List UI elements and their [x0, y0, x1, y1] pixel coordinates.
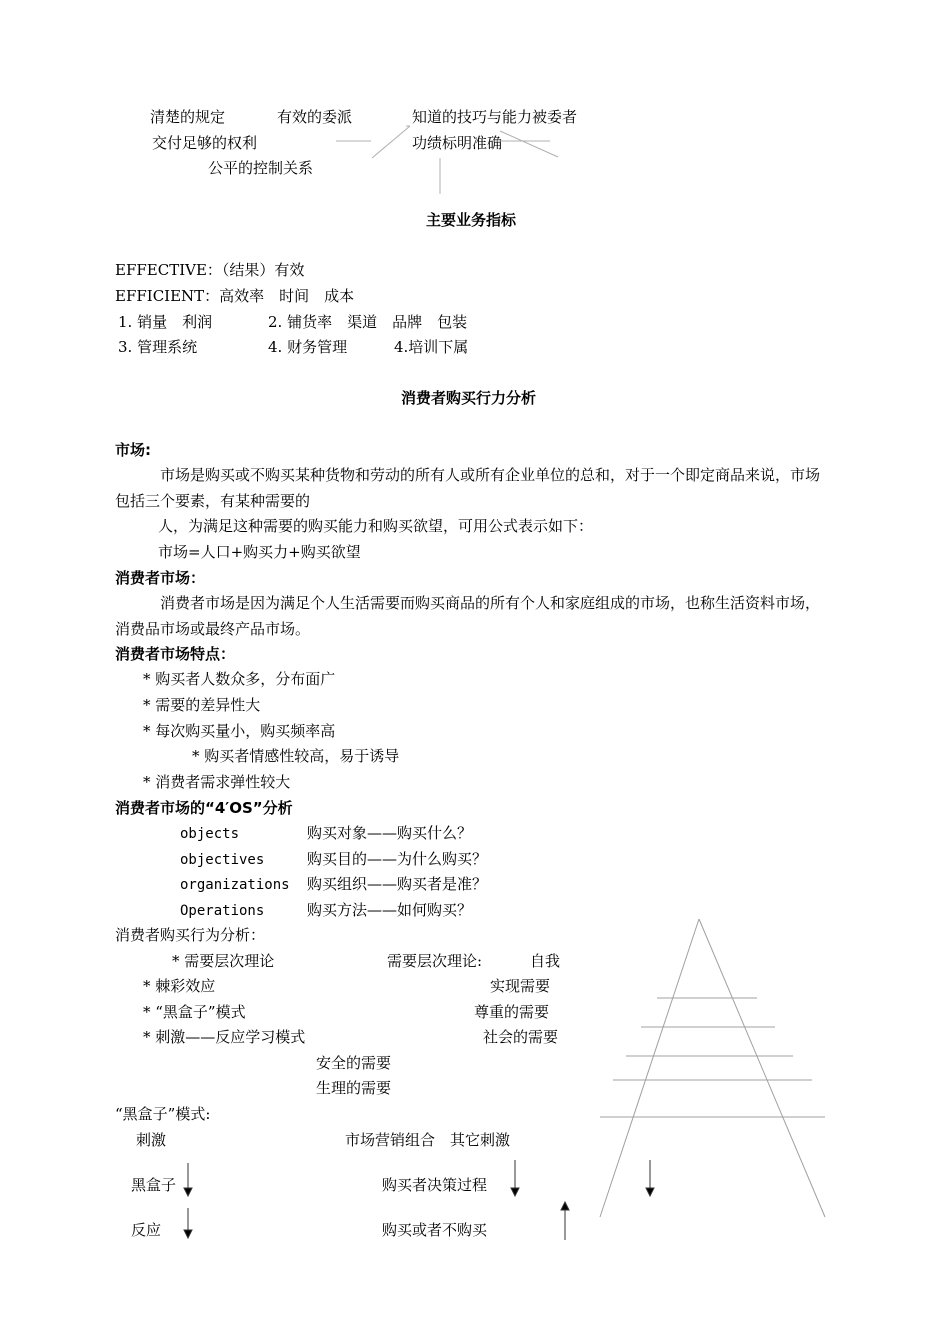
- analysis-item: * “黑盒子”模式: [143, 1003, 246, 1021]
- four-os-en: objectives: [180, 852, 265, 868]
- analysis-heading: 消费者购买行为分析：: [115, 926, 266, 944]
- hierarchy-level: 社会的需要: [483, 1028, 559, 1046]
- market-paragraph-text: 市场是购买或不购买某种货物和劳动的所有人或所有企业单位的总和，对于一个即定商品来说，市场包括三个要素，有某种需要的: [115, 466, 821, 510]
- feature-item: * 消费者需求弹性较大: [143, 773, 291, 791]
- kpi-effective: EFFECTIVE：（结果）有效: [115, 261, 305, 279]
- analysis-item: * 棘彩效应: [143, 977, 216, 995]
- blackbox-box-detail: 购买者决策过程: [382, 1176, 488, 1194]
- blackbox-box: 黑盒子: [131, 1176, 177, 1194]
- connector-line: [372, 126, 410, 158]
- market-heading: 市场:: [115, 441, 151, 459]
- four-os-cn: 购买目的——为什么购买？: [307, 850, 488, 868]
- four-os-cn: 购买对象——购买什么？: [307, 824, 473, 842]
- feature-item: * 每次购买量小，购买频率高: [143, 722, 336, 740]
- blackbox-heading: “黑盒子”模式:: [115, 1105, 211, 1123]
- consumer-market-heading: 消费者市场：: [115, 569, 206, 587]
- four-os-cn: 购买方法——如何购买？: [307, 901, 473, 919]
- market-formula: 市场=人口+购买力+购买欲望: [158, 543, 361, 561]
- kpi-efficient: EFFICIENT：高效率 时间 成本: [115, 287, 355, 305]
- delegation-item-3: 知道的技巧与能力被委者: [412, 108, 578, 126]
- kpi-item-5: 4.培训下属: [394, 338, 469, 356]
- delegation-item-4: 交付足够的权利: [152, 134, 258, 152]
- four-os-en: objects: [180, 826, 240, 842]
- delegation-item-6: 公平的控制关系: [208, 159, 314, 177]
- hierarchy-level: 自我: [530, 952, 561, 970]
- arrow-up-icon: [561, 1202, 569, 1240]
- pyramid-right-edge: [699, 919, 825, 1217]
- blackbox-stimulus-detail: 市场营销组合 其它刺激: [345, 1131, 511, 1149]
- hierarchy-title: 需要层次理论:: [387, 952, 483, 970]
- hierarchy-level: 尊重的需要: [474, 1003, 550, 1021]
- hierarchy-level: 安全的需要: [316, 1054, 392, 1072]
- features-heading: 消费者市场特点：: [115, 645, 236, 663]
- feature-item: * 购买者情感性较高，易于诱导: [192, 747, 400, 765]
- hierarchy-level: 实现需要: [490, 977, 551, 995]
- arrow-down-icon: [646, 1160, 654, 1196]
- delegation-item-2: 有效的委派: [277, 108, 353, 126]
- feature-item: * 需要的差异性大: [143, 696, 261, 714]
- kpi-title: 主要业务指标: [426, 211, 517, 229]
- feature-item: * 购买者人数众多，分布面广: [143, 670, 336, 688]
- four-os-en: Operations: [180, 903, 265, 919]
- kpi-item-1: 1. 销量 利润: [118, 313, 213, 331]
- arrow-down-icon: [184, 1208, 192, 1238]
- consumer-market-paragraph-text: 消费者市场是因为满足个人生活需要而购买商品的所有个人和家庭组成的市场，也称生活资料市场，消费品市场或最终产品市场。: [115, 594, 821, 638]
- four-os-en: organizations: [180, 877, 290, 893]
- hierarchy-level: 生理的需要: [316, 1079, 392, 1097]
- delegation-item-1: 清楚的规定: [150, 108, 226, 126]
- pyramid: [600, 919, 825, 1217]
- blackbox-response-detail: 购买或者不购买: [382, 1221, 488, 1239]
- arrow-down-icon: [511, 1160, 519, 1196]
- behavior-title: 消费者购买行力分析: [401, 389, 537, 407]
- delegation-item-5: 功绩标明准确: [412, 134, 503, 152]
- four-os-cn: 购买组织——购买者是准？: [307, 875, 488, 893]
- blackbox-stimulus: 刺激: [136, 1131, 167, 1149]
- kpi-item-3: 3. 管理系统: [118, 338, 198, 356]
- analysis-item: * 刺激——反应学习模式: [143, 1028, 306, 1046]
- kpi-item-2: 2. 铺货率 渠道 品牌 包装: [268, 313, 468, 331]
- blackbox-response: 反应: [131, 1221, 162, 1239]
- arrow-down-icon: [184, 1163, 192, 1196]
- four-os-heading: 消费者市场的“4′OS”分析: [115, 799, 293, 817]
- market-paragraph-2: 人，为满足这种需要的购买能力和购买欲望，可用公式表示如下：: [158, 517, 594, 535]
- connector-line: [500, 131, 558, 157]
- kpi-item-4: 4. 财务管理: [268, 338, 348, 356]
- analysis-item: * 需要层次理论: [172, 952, 275, 970]
